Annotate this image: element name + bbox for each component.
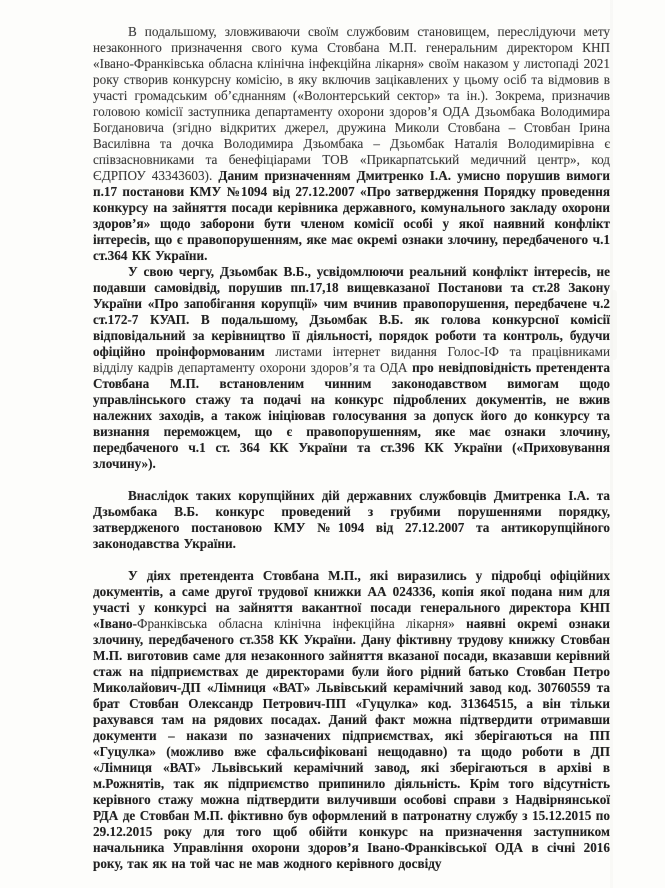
text-segment-regular: листами інтернет видання Голос-ІФ та працівниками відділу кадрів департаменту охорони здоров’я та ОДА bbox=[93, 344, 611, 375]
document-paragraph bbox=[93, 24, 610, 264]
scan-edge-artifact bbox=[610, 0, 613, 888]
text-segment-bold: наявні окремі ознаки злочину, передбаченого ст.358 КК України. Дану фіктивну трудову книжку Стовбан М.П. виготовив саме для незаконного зайняття вказаної посади, вказавши керівний стаж на підприємствах де директорами були його рідний батько Стовбан Петро Миколайович-ДП «Лімниця «ВАТ» Львівський керамічний завод код. 30760559 та брат Стовбан Олександр Петрович-ПП «Гуцулка» код. 31364515, а він тільки рахувався там на рядових посадах. Даний факт можна підтвердити отримавши документи – накази по зазначених підприємствах, які зберігаються на ПП «Гуцулка» (можливо вже сфальсифіковані нещодавно) та щодо роботи в ДП «Лімниця «ВАТ» Львівський керамічний завод, які зберігаються в архіві в м.Рожнятів, так як підприємство припинило діяльність. Крім того відсутність керівного стажу можна підтвердити вилучивши особові справи з Надвірнянської РДА де Стовбан М.П. фіктивно був оформлений в патронатну службу з 15.12.2015 по 29.12.2015 року для того щоб обійти конкурс на призначення заступником начальника Управління охорони здоров’я Івано-Франківської ОДА в січні 2016 року, так як на той час не мав жодного керівного досвіду bbox=[93, 616, 610, 871]
text-segment-bold: У діях претендента Стовбана М.П., які виразились у підробці офіційних документів, а саме другої трудової книжки АА 024336, копія якої подана ним для участі у конкурсі на зайняття вакантної посади генерального директора КНП «Івано- bbox=[93, 568, 610, 631]
text-segment-bold: Даним призначенням Дмитренко І.А. умисно порушив вимоги п.17 постанови КМУ №1094 від 27.12.2007 «Про затвердження Порядку проведення конкурсу на зайняття посади керівника державного, комунального закладу охорони здоров’я» щодо заборони бути членом комісії особі у якої наявний конфлікт інтересів, що є правопорушенням, яке має окремі ознаки злочину, передбаченого ч.1 ст.364 КК України. bbox=[93, 168, 610, 263]
text-segment-bold: про невідповідність претендента Стовбана М.П. встановленим чинним законодавством вимогам щодо управлінського стажу та подачі на конкурс підроблених документів, не вжив належних заходів, а також ініціював голосування за допуск його до конкурсу та визнання переможцем, що є правопорушенням, яке має ознаки злочину, передбаченого ч.1 ст. 364 КК України та ст.396 КК України («Приховування злочину»). bbox=[93, 360, 610, 471]
scan-smudge-artifact bbox=[611, 290, 617, 360]
text-segment-bold: Внаслідок таких корупційних дій державних службовців Дмитренка І.А. та Дзьомбака В.Б. конкурс проведений з грубими порушеннями порядку, затвердженого постановою КМУ №1094 від 27.12.2007 та антикорупційного законодавства України. bbox=[93, 488, 610, 551]
text-segment-regular: В подальшому, зловживаючи своїм службовим становищем, переслідуючи мету незаконного призначення свого кума Стовбана М.П. генеральним директором КНП «Івано-Франківська обласна клінічна інфекційна лікарня» своїм наказом у листопаді 2021 року створив конкурсну комісію, в яку включив зацікавлених у цьому осіб та відмовив в участі громадським об’єднанням («Волонтерський сектор» та ін.). Зокрема, призначив головою комісії заступника департаменту охорони здоров’я ОДА Дзьомбака Володимира Богдановича (згідно відкритих джерел, дружина Миколи Стовбана – Стовбан Ірина Василівна та дочка Володимира Дзьомбака – Дзьомбак Наталія Володимирівна є співзасновниками та бенефіціарами ТОВ «Прикарпатський медичний центр», код ЄДРПОУ 43343603). bbox=[93, 24, 610, 183]
text-segment-regular: Франківська обласна клінічна інфекційна лікарня» bbox=[137, 616, 455, 631]
text-segment-bold: У свою чергу, Дзьомбак В.Б., усвідомлюючи реальний конфлікт інтересів, не подавши самовідвід, порушив пп.17,18 вищевказаної Постанови та ст.28 Закону України «Про запобігання корупції» чим вчинив правопорушення, передбачене ч.2 ст.172-7 КУАП. В подальшому, Дзьомбак В.Б. як голова конкурсної комісії відповідальний за керівництво її діяльності, порядок роботи та контроль, будучи офіційно проінформованим bbox=[93, 264, 610, 359]
document-body bbox=[93, 24, 610, 872]
document-paragraph bbox=[93, 264, 610, 472]
document-paragraph bbox=[93, 568, 610, 872]
document-paragraph bbox=[93, 488, 610, 552]
